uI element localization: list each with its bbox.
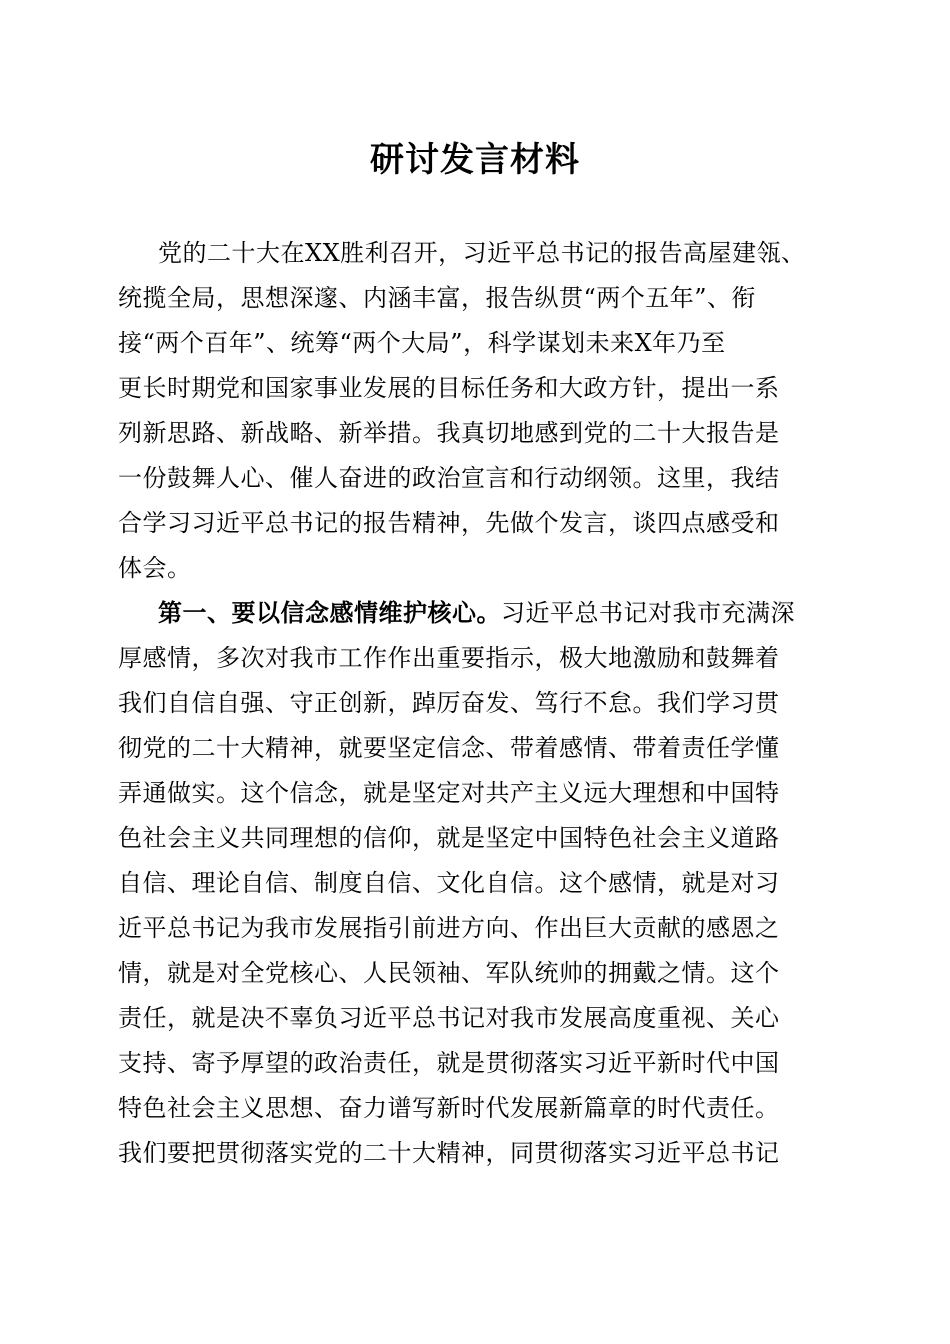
paragraph-1-line: 接“两个百年”、统筹“两个大局”，科学谋划未来X年乃至: [118, 329, 726, 357]
paragraph-2-line: 支持、寄予厚望的政治责任，就是贯彻落实习近平新时代中国: [118, 1049, 780, 1077]
paragraph-1-line: 合学习习近平总书记的报告精神，先做个发言，谈四点感受和: [118, 509, 780, 537]
paragraph-1-line: 一份鼓舞人心、催人奋进的政治宣言和行动纲领。这里，我结: [118, 464, 780, 492]
paragraph-1-line: 体会。: [118, 554, 192, 582]
paragraph-1-line: 更长时期党和国家事业发展的目标任务和大政方针，提出一系: [118, 374, 780, 402]
paragraph-2-text: 习近平总书记对我市充满深: [501, 599, 795, 627]
paragraph-2-line: 厚感情，多次对我市工作作出重要指示，极大地激励和鼓舞着: [118, 644, 780, 672]
paragraph-2-line: 责任，就是决不辜负习近平总书记对我市发展高度重视、关心: [118, 1004, 780, 1032]
paragraph-2-line: 彻党的二十大精神，就要坚定信念、带着感情、带着责任学懂: [118, 734, 780, 762]
paragraph-2-first-line: [158, 598, 878, 628]
paragraph-2-line: 情，就是对全党核心、人民领袖、军队统帅的拥戴之情。这个: [118, 959, 780, 987]
paragraph-2-line: 弄通做实。这个信念，就是坚定对共产主义远大理想和中国特: [118, 779, 780, 807]
paragraph-1-line: 党的二十大在XX胜利召开，习近平总书记的报告高屋建瓴、: [158, 239, 806, 267]
paragraph-2-line: 自信、理论自信、制度自信、文化自信。这个感情，就是对习: [118, 869, 780, 897]
paragraph-1-line: 列新思路、新战略、新举措。我真切地感到党的二十大报告是: [118, 419, 780, 447]
section-heading: 第一、要以信念感情维护核心。: [158, 598, 501, 627]
page-title: 研讨发言材料: [370, 140, 580, 180]
paragraph-2-line: 特色社会主义思想、奋力谱写新时代发展新篇章的时代责任。: [118, 1094, 780, 1122]
paragraph-2-line: 我们自信自强、守正创新，踔厉奋发、笃行不怠。我们学习贯: [118, 689, 780, 717]
paragraph-2-line: 色社会主义共同理想的信仰，就是坚定中国特色社会主义道路: [118, 824, 780, 852]
paragraph-1-line: 统揽全局，思想深邃、内涵丰富，报告纵贯“两个五年”、衔: [118, 284, 757, 312]
paragraph-2-line: 我们要把贯彻落实党的二十大精神，同贯彻落实习近平总书记: [118, 1139, 780, 1167]
paragraph-2-line: 近平总书记为我市发展指引前进方向、作出巨大贡献的感恩之: [118, 914, 780, 942]
